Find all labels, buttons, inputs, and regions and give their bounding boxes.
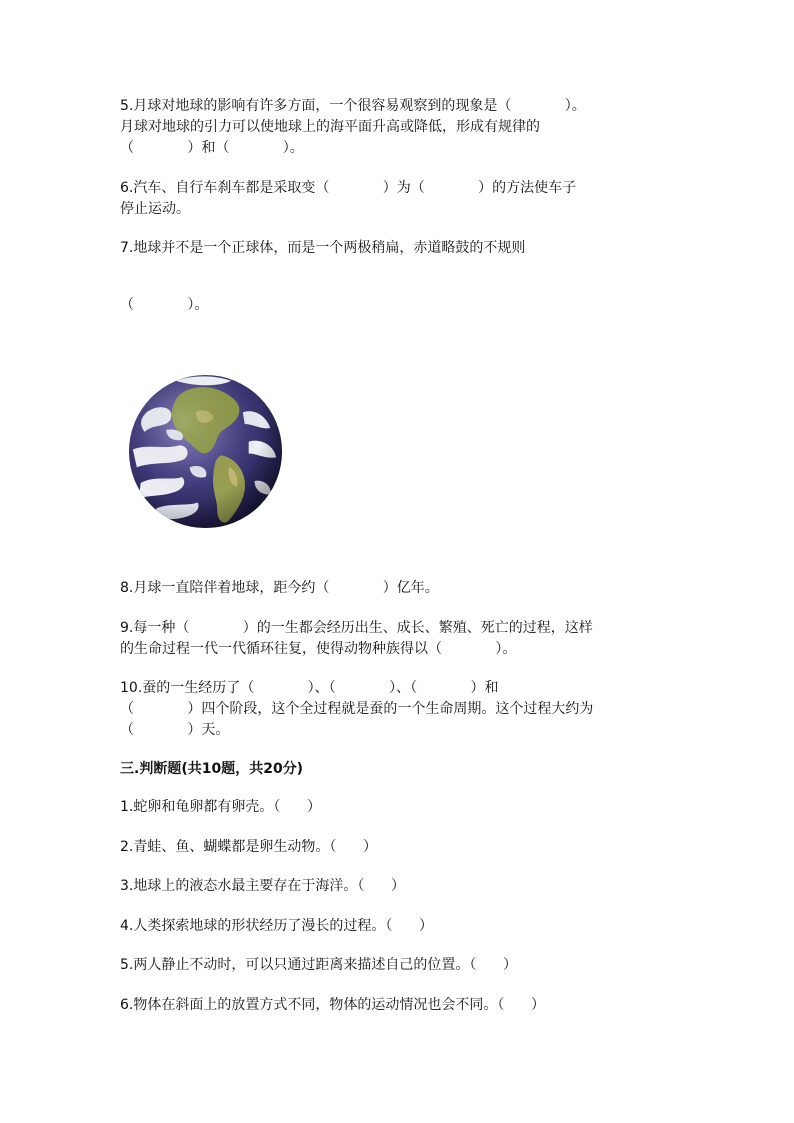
q7-line-2: （ ）。 (120, 297, 209, 313)
q5-line-2: 月球对地球的引力可以使地球上的海平面升高或降低，形成有规律的 (120, 119, 540, 135)
q10-line-2: （ ）四个阶段，这个全过程就是蚕的一个生命周期。这个过程大约为 (120, 701, 594, 717)
q9-line-2: 的生命过程一代一代循环往复，使得动物种族得以（ ）。 (120, 641, 517, 657)
judgment-item-5: 5.两人静止不动时，可以只通过距离来描述自己的位置。（ ） (120, 957, 518, 973)
q10-line-3: （ ）天。 (120, 722, 230, 738)
judgment-item-3: 3.地球上的液态水最主要存在于海洋。（ ） (120, 878, 406, 894)
q6-line-1: 6.汽车、自行车刹车都是采取变（ ）为（ ）的方法使车子 (120, 180, 577, 196)
section-3-title: 三.判断题(共10题，共20分) (120, 761, 304, 777)
q9-line-1: 9.每一种（ ）的一生都会经历出生、成长、繁殖、死亡的过程，这样 (120, 620, 593, 636)
q5-line-1: 5.月球对地球的影响有许多方面，一个很容易观察到的现象是（ ）。 (120, 98, 586, 114)
q5-line-3: （ ）和（ ）。 (120, 140, 304, 156)
judgment-item-6: 6.物体在斜面上的放置方式不同，物体的运动情况也会不同。（ ） (120, 997, 546, 1013)
judgment-item-2: 2.青蛙、鱼、蝴蝶都是卵生动物。（ ） (120, 839, 378, 855)
judgment-item-1: 1.蛇卵和龟卵都有卵壳。（ ） (120, 799, 322, 815)
q8-line-1: 8.月球一直陪伴着地球，距今约（ ）亿年。 (120, 580, 439, 596)
q10-line-1: 10.蚕的一生经历了（ ）、（ ）、（ ）和 (120, 680, 499, 696)
q7-line-1: 7.地球并不是一个正球体，而是一个两极稍扁，赤道略鼓的不规则 (120, 240, 526, 256)
judgment-item-4: 4.人类探索地球的形状经历了漫长的过程。（ ） (120, 918, 434, 934)
earth-globe-image (127, 373, 284, 530)
q6-line-2: 停止运动。 (120, 201, 190, 217)
